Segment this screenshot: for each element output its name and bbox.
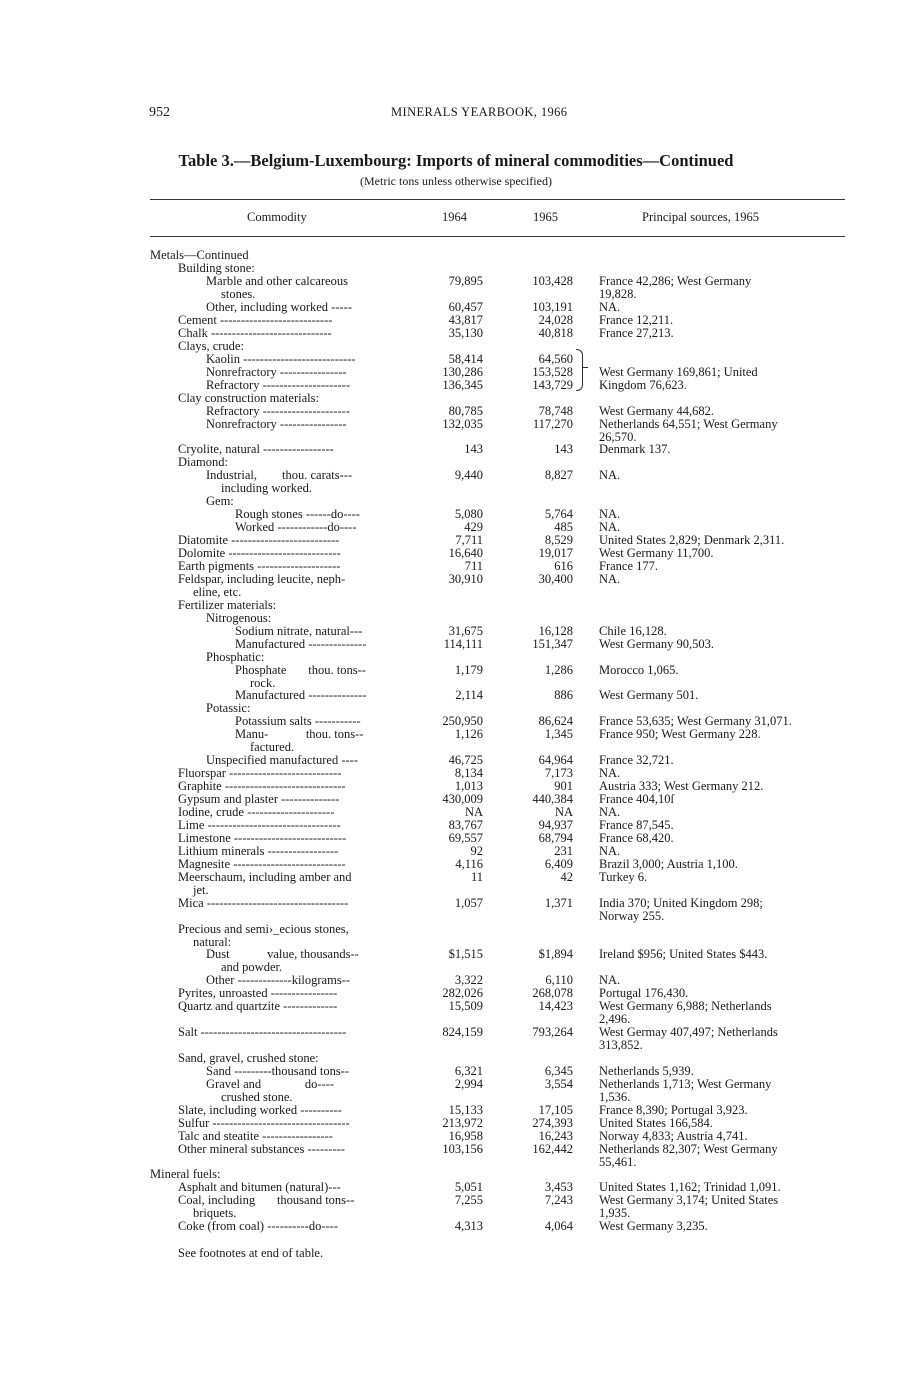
- row-principal-sources: NA.: [599, 844, 621, 858]
- row-value-1965: 68,794: [538, 831, 573, 845]
- row-principal-sources: West Germany 44,682.: [599, 404, 714, 418]
- row-value-1964: 7,711: [455, 533, 483, 547]
- row-value-1964: 60,457: [448, 300, 483, 314]
- row-value-1965: 86,624: [538, 714, 573, 728]
- row-principal-sources: France 53,635; West Germany 31,071.: [599, 714, 792, 728]
- row-commodity: factured.: [250, 740, 295, 754]
- page-number: 952: [149, 105, 170, 120]
- row-principal-sources: West Germany 11,700.: [599, 546, 714, 560]
- row-commodity: crushed stone.: [221, 1090, 293, 1104]
- row-commodity: Dust value, thousands--: [206, 947, 359, 961]
- row-value-1964: $1,515: [448, 947, 483, 961]
- row-value-1964: 6,321: [454, 1064, 483, 1078]
- row-commodity: Phosphatic:: [206, 650, 265, 664]
- row-principal-sources: Netherlands 1,713; West Germany: [599, 1077, 772, 1091]
- row-value-1964: 8,134: [454, 766, 483, 780]
- row-commodity: Mineral fuels:: [150, 1167, 221, 1181]
- row-principal-sources: NA.: [599, 766, 621, 780]
- row-principal-sources: Brazil 3,000; Austria 1,100.: [599, 857, 738, 871]
- row-commodity: rock.: [250, 676, 276, 690]
- row-principal-sources: 26,570.: [599, 430, 637, 444]
- row-commodity: Mica ----------------------------------: [178, 896, 349, 910]
- row-commodity: Cement ---------------------------: [178, 313, 333, 327]
- row-value-1965: 42: [560, 870, 573, 884]
- row-value-1965: 14,423: [538, 999, 573, 1013]
- row-principal-sources: West Germany 501.: [599, 688, 699, 702]
- row-commodity: Other mineral substances ---------: [178, 1142, 345, 1156]
- row-value-1965: 143,729: [532, 378, 573, 392]
- row-principal-sources: NA.: [599, 507, 621, 521]
- row-principal-sources: France 12,211.: [599, 313, 674, 327]
- row-principal-sources: United States 1,162; Trinidad 1,091.: [599, 1180, 781, 1194]
- row-value-1965: 8,827: [544, 468, 573, 482]
- row-value-1965: 103,191: [532, 300, 573, 314]
- row-value-1964: 1,179: [454, 663, 483, 677]
- row-value-1965: 7,243: [544, 1193, 573, 1207]
- row-value-1964: 103,156: [442, 1142, 483, 1156]
- row-principal-sources: West Germay 407,497; Netherlands: [599, 1025, 778, 1039]
- row-value-1965: 153,528: [532, 365, 573, 379]
- row-principal-sources: West Germany 90,503.: [599, 637, 714, 651]
- row-commodity: Phosphate thou. tons--: [235, 663, 366, 677]
- row-principal-sources: Norway 255.: [599, 909, 665, 923]
- row-commodity: Dolomite ---------------------------: [178, 546, 341, 560]
- row-commodity: Clay construction materials:: [178, 391, 319, 405]
- row-value-1964: 92: [470, 844, 483, 858]
- row-commodity: and powder.: [221, 960, 283, 974]
- row-principal-sources: Morocco 1,065.: [599, 663, 679, 677]
- row-value-1965: 16,243: [538, 1129, 573, 1143]
- row-value-1965: 17,105: [538, 1103, 573, 1117]
- row-value-1964: 5,051: [454, 1180, 483, 1194]
- row-commodity: Nitrogenous:: [206, 611, 272, 625]
- row-principal-sources: France 950; West Germany 228.: [599, 727, 761, 741]
- row-value-1964: 31,675: [448, 624, 483, 638]
- row-principal-sources: 19,828.: [599, 287, 637, 301]
- row-value-1965: 30,400: [538, 572, 573, 586]
- row-value-1965: 5,764: [544, 507, 573, 521]
- row-commodity: Talc and steatite -----------------: [178, 1129, 333, 1143]
- row-principal-sources: Chile 16,128.: [599, 624, 667, 638]
- row-value-1965: 8,529: [544, 533, 573, 547]
- row-value-1965: 151,347: [532, 637, 573, 651]
- row-value-1965: 40,818: [538, 326, 573, 340]
- row-value-1965: 231: [554, 844, 573, 858]
- row-principal-sources: Ireland $956; United States $443.: [599, 947, 768, 961]
- row-value-1964: 430,009: [442, 792, 483, 806]
- row-value-1964: 46,725: [448, 753, 483, 767]
- row-commodity: briquets.: [193, 1206, 237, 1220]
- row-principal-sources: 313,852.: [599, 1038, 643, 1052]
- table-subtitle: (Metric tons unless otherwise specified): [360, 174, 552, 188]
- row-principal-sources: Norway 4,833; Austria 4,741.: [599, 1129, 748, 1143]
- row-commodity: Gypsum and plaster --------------: [178, 792, 340, 806]
- row-commodity: Chalk -----------------------------: [178, 326, 332, 340]
- table-title: Table 3.—Belgium-Luxembourg: Imports of mineral commodities—Continued: [178, 151, 734, 170]
- row-value-1965: 19,017: [538, 546, 573, 560]
- row-value-1964: 58,414: [448, 352, 483, 366]
- column-header-1964: 1964: [442, 210, 467, 224]
- row-principal-sources: Netherlands 5,939.: [599, 1064, 694, 1078]
- row-principal-sources: 1,935.: [599, 1206, 631, 1220]
- row-value-1965: 1,345: [544, 727, 573, 741]
- row-principal-sources: France 68,420.: [599, 831, 674, 845]
- row-commodity: Building stone:: [178, 261, 255, 275]
- row-principal-sources: 2,496.: [599, 1012, 631, 1026]
- row-value-1964: 282,026: [442, 986, 483, 1000]
- clays-brace: [576, 349, 583, 391]
- row-principal-sources: France 42,286; West Germany: [599, 274, 752, 288]
- column-header-sources: Principal sources, 1965: [642, 210, 759, 224]
- row-value-1964: 2,994: [454, 1077, 483, 1091]
- row-principal-sources: West Germany 6,988; Netherlands: [599, 999, 772, 1013]
- row-value-1965: 6,345: [544, 1064, 573, 1078]
- row-commodity: Kaolin ---------------------------: [206, 352, 356, 366]
- row-principal-sources: West Germany 169,861; United: [599, 365, 758, 379]
- row-commodity: Limestone ---------------------------: [178, 831, 347, 845]
- row-commodity: Lime --------------------------------: [178, 818, 341, 832]
- column-header-1965: 1965: [533, 210, 558, 224]
- row-principal-sources: United States 2,829; Denmark 2,311.: [599, 533, 785, 547]
- row-commodity: stones.: [221, 287, 256, 301]
- row-value-1965: 6,110: [545, 973, 573, 987]
- row-commodity: Metals—Continued: [150, 248, 249, 262]
- row-value-1965: 485: [554, 520, 573, 534]
- row-commodity: Diamond:: [178, 455, 228, 469]
- row-value-1965: 64,964: [538, 753, 573, 767]
- row-commodity: Industrial, thou. carats---: [206, 468, 353, 482]
- row-commodity: Nonrefractory ----------------: [206, 365, 347, 379]
- row-commodity: Refractory ---------------------: [206, 404, 350, 418]
- row-principal-sources: France 404,10ſ: [599, 792, 674, 806]
- row-principal-sources: France 87,545.: [599, 818, 674, 832]
- row-commodity: Nonrefractory ----------------: [206, 417, 347, 431]
- row-value-1965: 162,442: [532, 1142, 573, 1156]
- row-commodity: natural:: [193, 935, 232, 949]
- row-commodity: Manu- thou. tons--: [235, 727, 364, 741]
- row-value-1965: 103,428: [532, 274, 573, 288]
- row-value-1964: 250,950: [442, 714, 483, 728]
- row-principal-sources: NA.: [599, 805, 621, 819]
- row-commodity: Rough stones ------do----: [235, 507, 360, 521]
- row-commodity: Manufactured --------------: [235, 688, 367, 702]
- row-value-1964: 2,114: [455, 688, 483, 702]
- row-commodity: Feldspar, including leucite, neph-: [178, 572, 346, 586]
- row-value-1964: 16,640: [448, 546, 483, 560]
- row-commodity: Worked ------------do----: [235, 520, 357, 534]
- row-principal-sources: India 370; United Kingdom 298;: [599, 896, 763, 910]
- row-principal-sources: Denmark 137.: [599, 442, 671, 456]
- row-principal-sources: NA.: [599, 520, 621, 534]
- row-commodity: Coal, including thousand tons--: [178, 1193, 355, 1207]
- row-value-1964: 15,509: [448, 999, 483, 1013]
- row-commodity: Graphite -----------------------------: [178, 779, 346, 793]
- row-commodity: Other -------------kilograms--: [206, 973, 351, 987]
- row-value-1964: 4,116: [455, 857, 483, 871]
- row-commodity: Potassic:: [206, 701, 251, 715]
- row-value-1964: 79,895: [448, 274, 483, 288]
- row-value-1964: 5,080: [454, 507, 483, 521]
- row-commodity: Coke (from coal) ----------do----: [178, 1219, 338, 1233]
- row-commodity: Sand ---------thousand tons--: [206, 1064, 350, 1078]
- row-value-1965: 1,371: [544, 896, 573, 910]
- row-commodity: Unspecified manufactured ----: [206, 753, 359, 767]
- row-commodity: Sand, gravel, crushed stone:: [178, 1051, 319, 1065]
- row-principal-sources: Netherlands 82,307; West Germany: [599, 1142, 778, 1156]
- row-value-1965: 7,173: [544, 766, 573, 780]
- row-principal-sources: NA.: [599, 468, 621, 482]
- row-value-1965: 274,393: [532, 1116, 573, 1130]
- row-value-1965: NA: [554, 805, 573, 819]
- row-commodity: Lithium minerals -----------------: [178, 844, 339, 858]
- row-value-1964: 4,313: [454, 1219, 483, 1233]
- row-value-1965: 268,078: [532, 986, 573, 1000]
- row-value-1965: 24,028: [538, 313, 573, 327]
- row-principal-sources: Austria 333; West Germany 212.: [599, 779, 764, 793]
- row-commodity: Earth pigments --------------------: [178, 559, 341, 573]
- row-principal-sources: France 177.: [599, 559, 659, 573]
- clays-brace-tip: [582, 367, 588, 368]
- row-value-1964: 136,345: [442, 378, 483, 392]
- row-value-1964: 9,440: [454, 468, 483, 482]
- row-value-1964: 1,057: [454, 896, 483, 910]
- row-value-1965: 886: [554, 688, 573, 702]
- row-value-1965: 94,937: [538, 818, 573, 832]
- row-commodity: Refractory ---------------------: [206, 378, 350, 392]
- row-value-1965: 4,064: [544, 1219, 573, 1233]
- row-value-1965: 3,554: [544, 1077, 573, 1091]
- row-commodity: Marble and other calcareous: [206, 274, 348, 288]
- row-principal-sources: West Germany 3,235.: [599, 1219, 708, 1233]
- row-value-1964: 35,130: [448, 326, 483, 340]
- row-value-1965: 143: [554, 442, 573, 456]
- row-commodity: Pyrites, unroasted ----------------: [178, 986, 338, 1000]
- row-principal-sources: Netherlands 64,551; West Germany: [599, 417, 778, 431]
- row-value-1964: 114,111: [443, 637, 483, 651]
- row-commodity: Quartz and quartzite -------------: [178, 999, 338, 1013]
- row-value-1964: 711: [464, 559, 483, 573]
- row-commodity: Gravel and do----: [206, 1077, 335, 1091]
- row-value-1964: 130,286: [442, 365, 483, 379]
- row-commodity: Fertilizer materials:: [178, 598, 277, 612]
- row-commodity: Slate, including worked ----------: [178, 1103, 342, 1117]
- row-value-1965: 901: [554, 779, 573, 793]
- row-value-1965: 64,560: [538, 352, 573, 366]
- row-value-1964: 69,557: [448, 831, 483, 845]
- footnote: See footnotes at end of table.: [178, 1246, 324, 1260]
- row-value-1964: 7,255: [454, 1193, 483, 1207]
- row-commodity: Cryolite, natural -----------------: [178, 442, 334, 456]
- row-value-1965: 117,270: [532, 417, 573, 431]
- row-value-1965: 1,286: [544, 663, 573, 677]
- row-commodity: Other, including worked -----: [206, 300, 352, 314]
- row-principal-sources: United States 166,584.: [599, 1116, 713, 1130]
- row-commodity: Diatomite --------------------------: [178, 533, 340, 547]
- row-commodity: including worked.: [221, 481, 312, 495]
- row-value-1964: 16,958: [448, 1129, 483, 1143]
- row-commodity: Sodium nitrate, natural---: [235, 624, 363, 638]
- row-value-1964: 80,785: [448, 404, 483, 418]
- row-principal-sources: France 27,213.: [599, 326, 674, 340]
- row-principal-sources: 1,536.: [599, 1090, 631, 1104]
- row-commodity: Clays, crude:: [178, 339, 244, 353]
- running-head: MINERALS YEARBOOK, 1966: [391, 105, 568, 119]
- row-value-1964: NA: [464, 805, 483, 819]
- row-value-1965: 616: [554, 559, 573, 573]
- row-commodity: Precious and semi›_ecious stones,: [178, 922, 349, 936]
- row-value-1964: 1,013: [454, 779, 483, 793]
- row-principal-sources: 55,461.: [599, 1155, 637, 1169]
- row-value-1965: $1,894: [538, 947, 573, 961]
- row-value-1965: 6,409: [544, 857, 573, 871]
- row-commodity: Iodine, crude ---------------------: [178, 805, 335, 819]
- row-commodity: Meerschaum, including amber and: [178, 870, 352, 884]
- row-value-1964: 30,910: [448, 572, 483, 586]
- row-value-1964: 824,159: [442, 1025, 483, 1039]
- row-principal-sources: France 8,390; Portugal 3,923.: [599, 1103, 748, 1117]
- row-value-1964: 132,035: [442, 417, 483, 431]
- row-value-1965: 793,264: [532, 1025, 573, 1039]
- row-value-1965: 440,384: [532, 792, 573, 806]
- row-value-1964: 213,972: [442, 1116, 483, 1130]
- row-value-1964: 429: [464, 520, 483, 534]
- row-commodity: Magnesite ---------------------------: [178, 857, 346, 871]
- row-value-1964: 1,126: [454, 727, 483, 741]
- row-commodity: Fluorspar ---------------------------: [178, 766, 342, 780]
- row-value-1965: 16,128: [538, 624, 573, 638]
- row-value-1964: 43,817: [448, 313, 483, 327]
- row-commodity: jet.: [193, 883, 209, 897]
- column-header-commodity: Commodity: [247, 210, 307, 224]
- row-principal-sources: France 32,721.: [599, 753, 674, 767]
- row-principal-sources: NA.: [599, 300, 621, 314]
- row-commodity: Manufactured --------------: [235, 637, 367, 651]
- row-commodity: Salt -----------------------------------: [178, 1025, 347, 1039]
- row-principal-sources: NA.: [599, 572, 621, 586]
- row-principal-sources: NA.: [599, 973, 621, 987]
- row-commodity: Sulfur ---------------------------------: [178, 1116, 350, 1130]
- row-commodity: Gem:: [206, 494, 234, 508]
- row-principal-sources: Kingdom 76,623.: [599, 378, 687, 392]
- row-principal-sources: Turkey 6.: [599, 870, 648, 884]
- row-value-1965: 78,748: [538, 404, 573, 418]
- row-value-1965: 3,453: [544, 1180, 573, 1194]
- row-value-1964: 83,767: [448, 818, 483, 832]
- row-value-1964: 3,322: [454, 973, 483, 987]
- row-commodity: eline, etc.: [193, 585, 242, 599]
- row-value-1964: 11: [470, 870, 483, 884]
- row-commodity: Potassium salts -----------: [235, 714, 361, 728]
- row-principal-sources: West Germany 3,174; United States: [599, 1193, 779, 1207]
- row-value-1964: 143: [464, 442, 483, 456]
- row-value-1964: 15,133: [448, 1103, 483, 1117]
- row-commodity: Asphalt and bitumen (natural)---: [178, 1180, 341, 1194]
- row-principal-sources: Portugal 176,430.: [599, 986, 689, 1000]
